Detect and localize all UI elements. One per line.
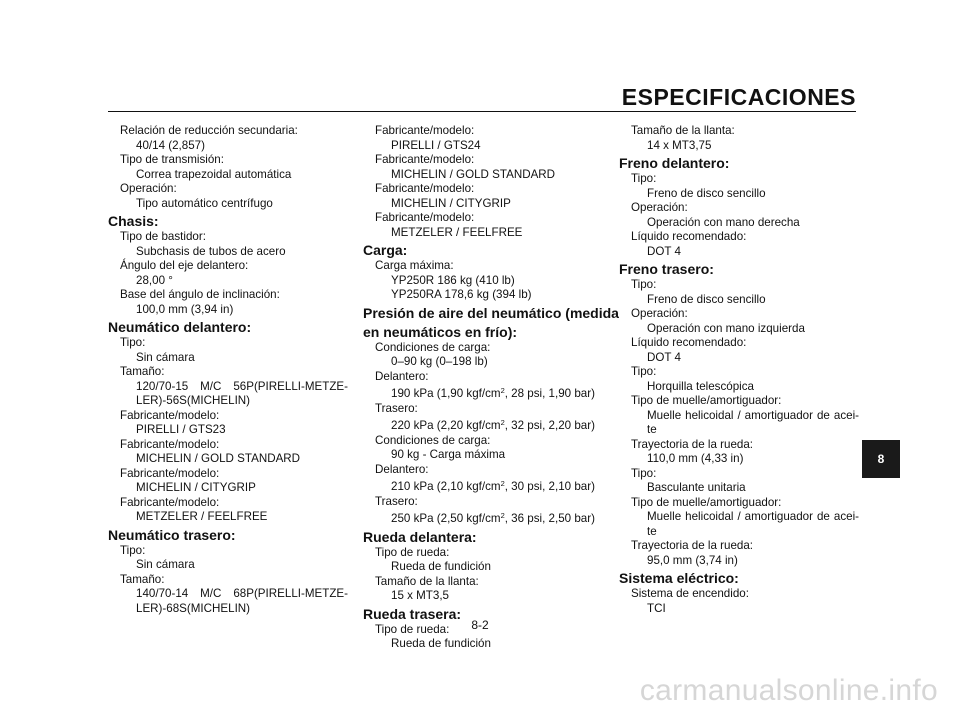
spec-value: YP250R 186 kg (410 lb) [391,273,515,287]
spec-label: Trasero: [375,401,418,415]
spec-label: Fabricante/modelo: [120,466,220,480]
spec-value: Basculante unitaria [647,481,746,494]
spec-value-part: , 32 psi, 2,20 bar) [504,419,595,432]
spec-value: MICHELIN / CITYGRIP [391,196,511,210]
spec-label: Fabricante/modelo: [375,211,475,224]
spec-value-part: 210 kPa (2,10 kgf/cm [391,480,501,493]
section-heading: Neumático trasero: [108,526,236,543]
spec-value: YP250RA 178,6 kg (394 lb) [391,288,532,301]
spec-label: Líquido recomendado: [631,230,747,243]
spec-value [363,384,603,402]
spec-value: 28,00 ° [136,273,173,287]
spec-label: Fabricante/modelo: [375,153,475,166]
spec-value: te [647,423,657,436]
spec-value: 40/14 (2,857) [136,138,205,152]
spec-value-part: , 30 psi, 2,10 bar) [504,480,595,493]
spec-value: Sin cámara [136,350,195,364]
spec-label: Fabricante/modelo: [120,495,220,509]
spec-label: Trasero: [375,494,418,508]
spec-column-3 [619,124,859,616]
spec-label: Tipo: [631,365,657,378]
section-heading: en neumáticos en frío): [363,323,518,340]
spec-value: Rueda de fundición [391,637,491,650]
spec-value: 100,0 mm (3,94 in) [136,302,234,316]
spec-label: Fabricante/modelo: [120,437,220,451]
spec-value: PIRELLI / GTS23 [136,423,226,436]
spec-label: Tipo de bastidor: [120,230,206,243]
spec-label: Tipo: [120,336,146,349]
section-heading: Freno trasero: [619,261,714,277]
spec-label: Ángulo del eje delantero: [120,259,249,272]
spec-label: Tipo: [631,466,657,480]
spec-value: Muelle helicoidal / amortiguador de acei- [647,408,859,422]
spec-label: Trayectoria de la rueda: [631,539,754,552]
spec-value: METZELER / FEELFREE [391,225,523,239]
spec-value: 0–90 kg (0–198 lb) [391,355,488,368]
spec-value-part: , 28 psi, 1,90 bar) [504,387,595,400]
spec-value: Freno de disco sencillo [647,292,766,306]
spec-value: METZELER / FEELFREE [136,510,268,523]
spec-value: Muelle helicoidal / amortiguador de acei- [647,510,859,523]
header-rule [108,111,856,112]
section-heading: Sistema eléctrico: [619,570,739,586]
chapter-tab [862,440,900,478]
spec-value: MICHELIN / GOLD STANDARD [391,167,556,181]
spec-value: Operación con mano izquierda [647,321,805,335]
spec-value: 14 x MT3,75 [647,138,712,152]
spec-value-part: 250 kPa (2,50 kgf/cm [391,512,501,525]
spec-label: Tipo: [631,172,657,185]
spec-label: Tamaño: [120,572,165,586]
spec-label: Fabricante/modelo: [375,182,475,195]
spec-value: Tipo automático centrífugo [136,196,273,210]
spec-label: Operación: [631,201,688,214]
spec-label: Relación de reducción secundaria: [120,124,298,137]
spec-value: 95,0 mm (3,74 in) [647,553,738,567]
spec-value: Subchasis de tubos de acero [136,244,286,258]
spec-label: Condiciones de carga: [375,340,491,354]
spec-value: Sin cámara [136,558,195,571]
page-title: ESPECIFICACIONES [621,84,856,110]
section-heading: Rueda delantera: [363,528,477,545]
spec-label: Tipo de rueda: [375,545,450,559]
spec-value: LER)-56S(MICHELIN) [136,394,251,407]
spec-label: Tipo de transmisión: [120,153,224,166]
page-number: 8-2 [471,618,489,632]
chapter-tab-label: 8 [877,452,885,466]
spec-value-part: 190 kPa (1,90 kgf/cm [391,387,501,400]
spec-value [363,509,603,527]
spec-value: MICHELIN / GOLD STANDARD [136,452,301,465]
spec-label: Carga máxima: [375,259,454,272]
spec-label: Trayectoria de la rueda: [631,437,754,451]
spec-value-part: 220 kPa (2,20 kgf/cm [391,419,501,432]
spec-label: Líquido recomendado: [631,336,747,349]
spec-label: Tipo de rueda: [375,622,450,636]
spec-column-1 [108,124,348,616]
section-heading: Presión de aire del neumático (medida [363,304,619,321]
spec-value [363,477,603,495]
spec-value: DOT 4 [647,244,681,258]
spec-label: Tamaño de la llanta: [631,124,735,137]
spec-value: te [647,524,657,538]
superscript: 2 [500,418,505,427]
spec-label: Tipo de muelle/amortiguador: [631,394,782,407]
section-heading: Carga: [363,242,408,258]
spec-value: Freno de disco sencillo [647,186,766,200]
section-heading: Neumático delantero: [108,319,252,335]
spec-value: DOT 4 [647,350,681,364]
superscript: 2 [500,511,505,520]
spec-label: Tamaño: [120,365,165,378]
spec-value-part: , 36 psi, 2,50 bar) [504,512,595,525]
spec-value [363,416,603,434]
spec-value: LER)-68S(MICHELIN) [136,601,251,615]
spec-value: MICHELIN / CITYGRIP [136,481,256,494]
spec-label: Operación: [631,307,688,320]
spec-label: Delantero: [375,369,429,383]
spec-label: Tipo de muelle/amortiguador: [631,495,782,509]
spec-label: Delantero: [375,462,429,476]
section-heading: Rueda trasera: [363,605,462,622]
spec-label: Base del ángulo de inclinación: [120,288,280,301]
spec-value: Correa trapezoidal automática [136,167,292,181]
spec-value: PIRELLI / GTS24 [391,138,481,152]
spec-label: Tamaño de la llanta: [375,574,479,588]
spec-value: 120/70-15 M/C 56P(PIRELLI-METZE- [136,379,348,393]
spec-value: 140/70-14 M/C 68P(PIRELLI-METZE- [136,587,348,600]
watermark: carmanualsonline.info [639,674,938,707]
spec-label: Operación: [120,182,177,195]
spec-label: Fabricante/modelo: [120,408,220,422]
section-heading: Chasis: [108,213,159,229]
spec-value: Operación con mano derecha [647,215,800,229]
spec-label: Tipo: [120,543,146,557]
spec-label: Fabricante/modelo: [375,124,475,137]
superscript: 2 [500,386,505,395]
spec-value: Rueda de fundición [391,560,491,573]
section-heading: Freno delantero: [619,155,730,171]
spec-value: 110,0 mm (4,33 in) [647,452,744,465]
spec-value: Horquilla telescópica [647,379,754,393]
spec-label: Tipo: [631,278,657,291]
spec-value: 90 kg - Carga máxima [391,448,506,461]
superscript: 2 [500,479,505,488]
spec-column-2 [363,124,619,652]
spec-label: Condiciones de carga: [375,433,491,447]
spec-label: Sistema de encendido: [631,587,749,600]
spec-value: 15 x MT3,5 [391,589,449,602]
spec-value: TCI [647,601,666,615]
